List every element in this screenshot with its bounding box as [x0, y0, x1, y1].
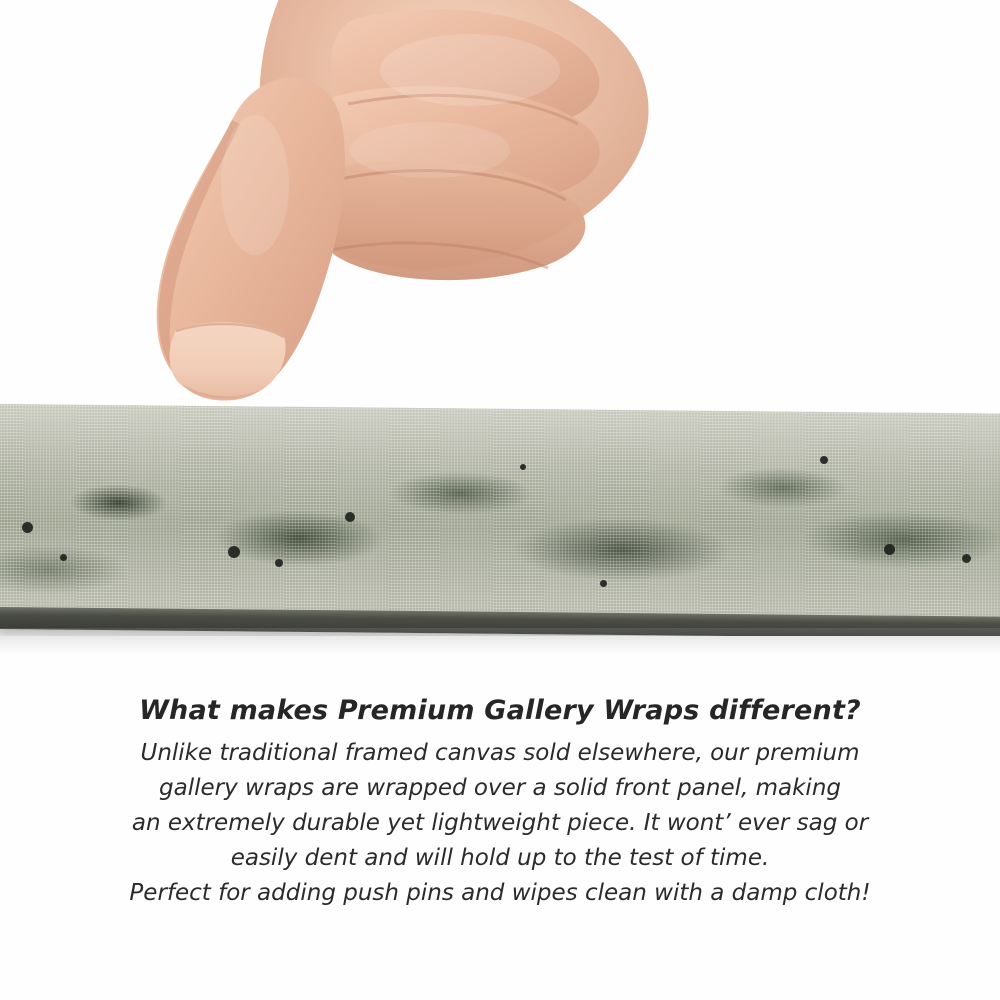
print-speckle: [520, 464, 526, 470]
print-speckle: [962, 554, 971, 563]
print-speckle: [600, 580, 607, 587]
caption-line: Perfect for adding push pins and wipes clean with a damp cloth!: [129, 880, 871, 906]
hand-illustration: [0, 0, 1000, 410]
print-speckle: [275, 559, 283, 567]
canvas-weave-texture: [0, 404, 1000, 626]
print-speckle: [884, 544, 895, 555]
hand-photo: [0, 0, 1000, 410]
print-speckle: [820, 456, 828, 464]
print-speckle: [228, 546, 240, 558]
canvas-print-surface: [0, 404, 1000, 626]
print-speckle: [60, 554, 67, 561]
caption-line: gallery wraps are wrapped over a solid front panel, making: [159, 775, 841, 801]
print-speckle: [22, 522, 33, 533]
caption-line: an extremely durable yet lightweight piece. It wont’ ever sag or: [131, 810, 869, 836]
print-speckle: [345, 512, 355, 522]
caption-line: Unlike traditional framed canvas sold elsewhere, our premium: [140, 740, 860, 766]
canvas-drop-shadow: [0, 628, 1000, 654]
caption-heading: What makes Premium Gallery Wraps different?: [139, 695, 861, 726]
canvas-edge-strip: [0, 404, 1000, 636]
caption-line: easily dent and will hold up to the test of time.: [230, 845, 770, 871]
caption-block: [0, 695, 1000, 911]
